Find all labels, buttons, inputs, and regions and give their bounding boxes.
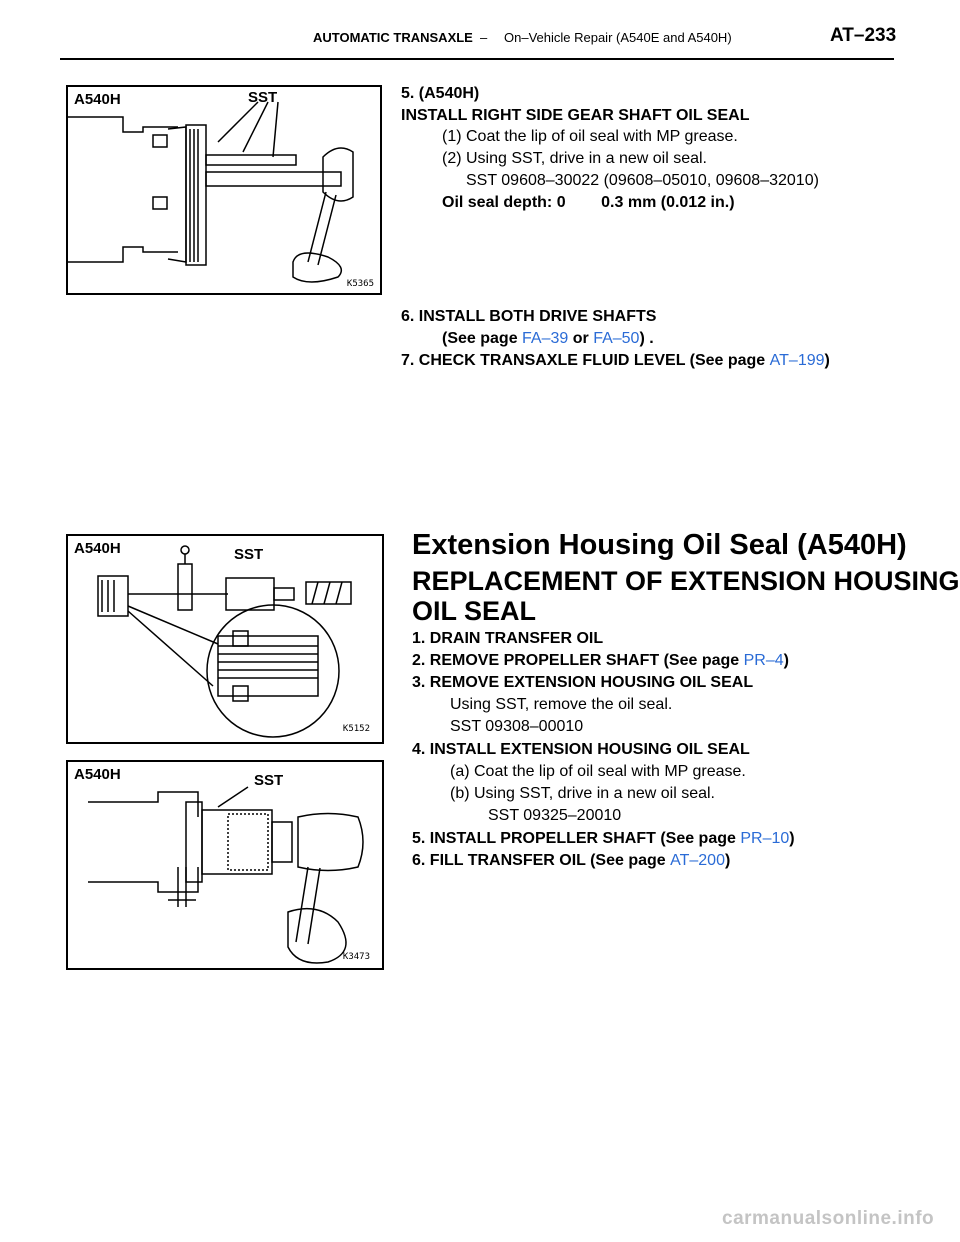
figure-model-label: A540H xyxy=(74,540,121,557)
ext-step-2-suffix: ) xyxy=(783,652,789,669)
step-6-reference xyxy=(442,329,654,349)
link-fa-39[interactable]: FA–39 xyxy=(522,330,569,347)
figure-install-oil-seal-drawing xyxy=(68,762,382,968)
figure-code: K5365 xyxy=(346,279,374,289)
figure-tool-label: SST xyxy=(254,772,284,789)
ext-step-3-instruction: Using SST, remove the oil seal. xyxy=(450,696,673,713)
ext-step-5 xyxy=(412,829,795,849)
oil-seal-depth: Oil seal depth: 0 0.3 mm (0.012 in.) xyxy=(442,194,735,211)
ext-step-4-a: (a) Coat the lip of oil seal with MP grease. xyxy=(450,763,746,780)
figure-code: K5152 xyxy=(342,724,370,734)
page-number: AT–233 xyxy=(830,25,897,46)
ext-step-4-sst: SST 09325–20010 xyxy=(488,807,622,824)
figure-model-label: A540H xyxy=(74,91,121,108)
ext-step-3-sst: SST 09308–00010 xyxy=(450,718,584,735)
figure-tool-label: SST xyxy=(248,89,278,106)
figure-gear-shaft-oil-seal xyxy=(66,85,382,295)
step-6-ref-suffix: ) . xyxy=(639,330,654,347)
step-5-sub-1: (1) Coat the lip of oil seal with MP grease. xyxy=(442,128,738,145)
figure-remove-oil-seal-drawing xyxy=(68,536,382,742)
link-at-199[interactable]: AT–199 xyxy=(769,352,825,369)
section-title: Extension Housing Oil Seal (A540H) xyxy=(412,529,907,561)
step-6-ref-prefix: (See page xyxy=(442,330,523,347)
header-subsection: On–Vehicle Repair (A540E and A540H) xyxy=(504,30,732,45)
figure-remove-oil-seal xyxy=(66,534,384,744)
ext-step-2-text: 2. REMOVE PROPELLER SHAFT (See page xyxy=(412,652,744,669)
ext-step-5-suffix: ) xyxy=(789,830,795,847)
step-7-text: 7. CHECK TRANSAXLE FLUID LEVEL (See page xyxy=(401,352,770,369)
ext-step-4: 4. INSTALL EXTENSION HOUSING OIL SEAL xyxy=(412,741,750,758)
figure-code: K3473 xyxy=(342,952,370,962)
figure-gear-shaft-oil-seal-drawing xyxy=(68,87,380,293)
ext-step-6-text: 6. FILL TRANSFER OIL (See page xyxy=(412,852,671,869)
ext-step-3: 3. REMOVE EXTENSION HOUSING OIL SEAL xyxy=(412,674,754,691)
ext-step-4-b: (b) Using SST, drive in a new oil seal. xyxy=(450,785,715,802)
header-section-title: AUTOMATIC TRANSAXLE xyxy=(313,30,473,45)
step-5-sub-2: (2) Using SST, drive in a new oil seal. xyxy=(442,150,707,167)
step-5-title: 5. (A540H) xyxy=(401,85,480,102)
ext-step-5-text: 5. INSTALL PROPELLER SHAFT (See page xyxy=(412,830,741,847)
figure-tool-label: SST xyxy=(234,546,264,563)
header-rule xyxy=(60,58,894,60)
link-fa-50[interactable]: FA–50 xyxy=(593,330,640,347)
ext-step-1: 1. DRAIN TRANSFER OIL xyxy=(412,630,604,647)
step-7-suffix: ) xyxy=(824,352,830,369)
watermark: carmanualsonline.info xyxy=(722,1208,935,1229)
ext-step-6 xyxy=(412,851,730,871)
section-subtitle-line-1: REPLACEMENT OF EXTENSION HOUSING xyxy=(412,566,960,596)
step-6-title: 6. INSTALL BOTH DRIVE SHAFTS xyxy=(401,308,657,325)
figure-model-label: A540H xyxy=(74,766,121,783)
figure-install-oil-seal xyxy=(66,760,384,970)
ext-step-6-suffix: ) xyxy=(724,852,731,869)
link-pr-4[interactable]: PR–4 xyxy=(743,652,784,669)
step-5-sst: SST 09608–30022 (09608–05010, 09608–32010) xyxy=(466,172,819,189)
link-pr-10[interactable]: PR–10 xyxy=(740,830,790,847)
link-at-200[interactable]: AT–200 xyxy=(670,852,725,869)
header-separator: – xyxy=(480,30,488,45)
step-5-heading: INSTALL RIGHT SIDE GEAR SHAFT OIL SEAL xyxy=(401,107,750,124)
ext-step-2 xyxy=(412,651,789,671)
section-subtitle-line-2: OIL SEAL xyxy=(412,596,537,626)
step-6-ref-or: or xyxy=(568,330,594,347)
step-7 xyxy=(401,351,830,371)
